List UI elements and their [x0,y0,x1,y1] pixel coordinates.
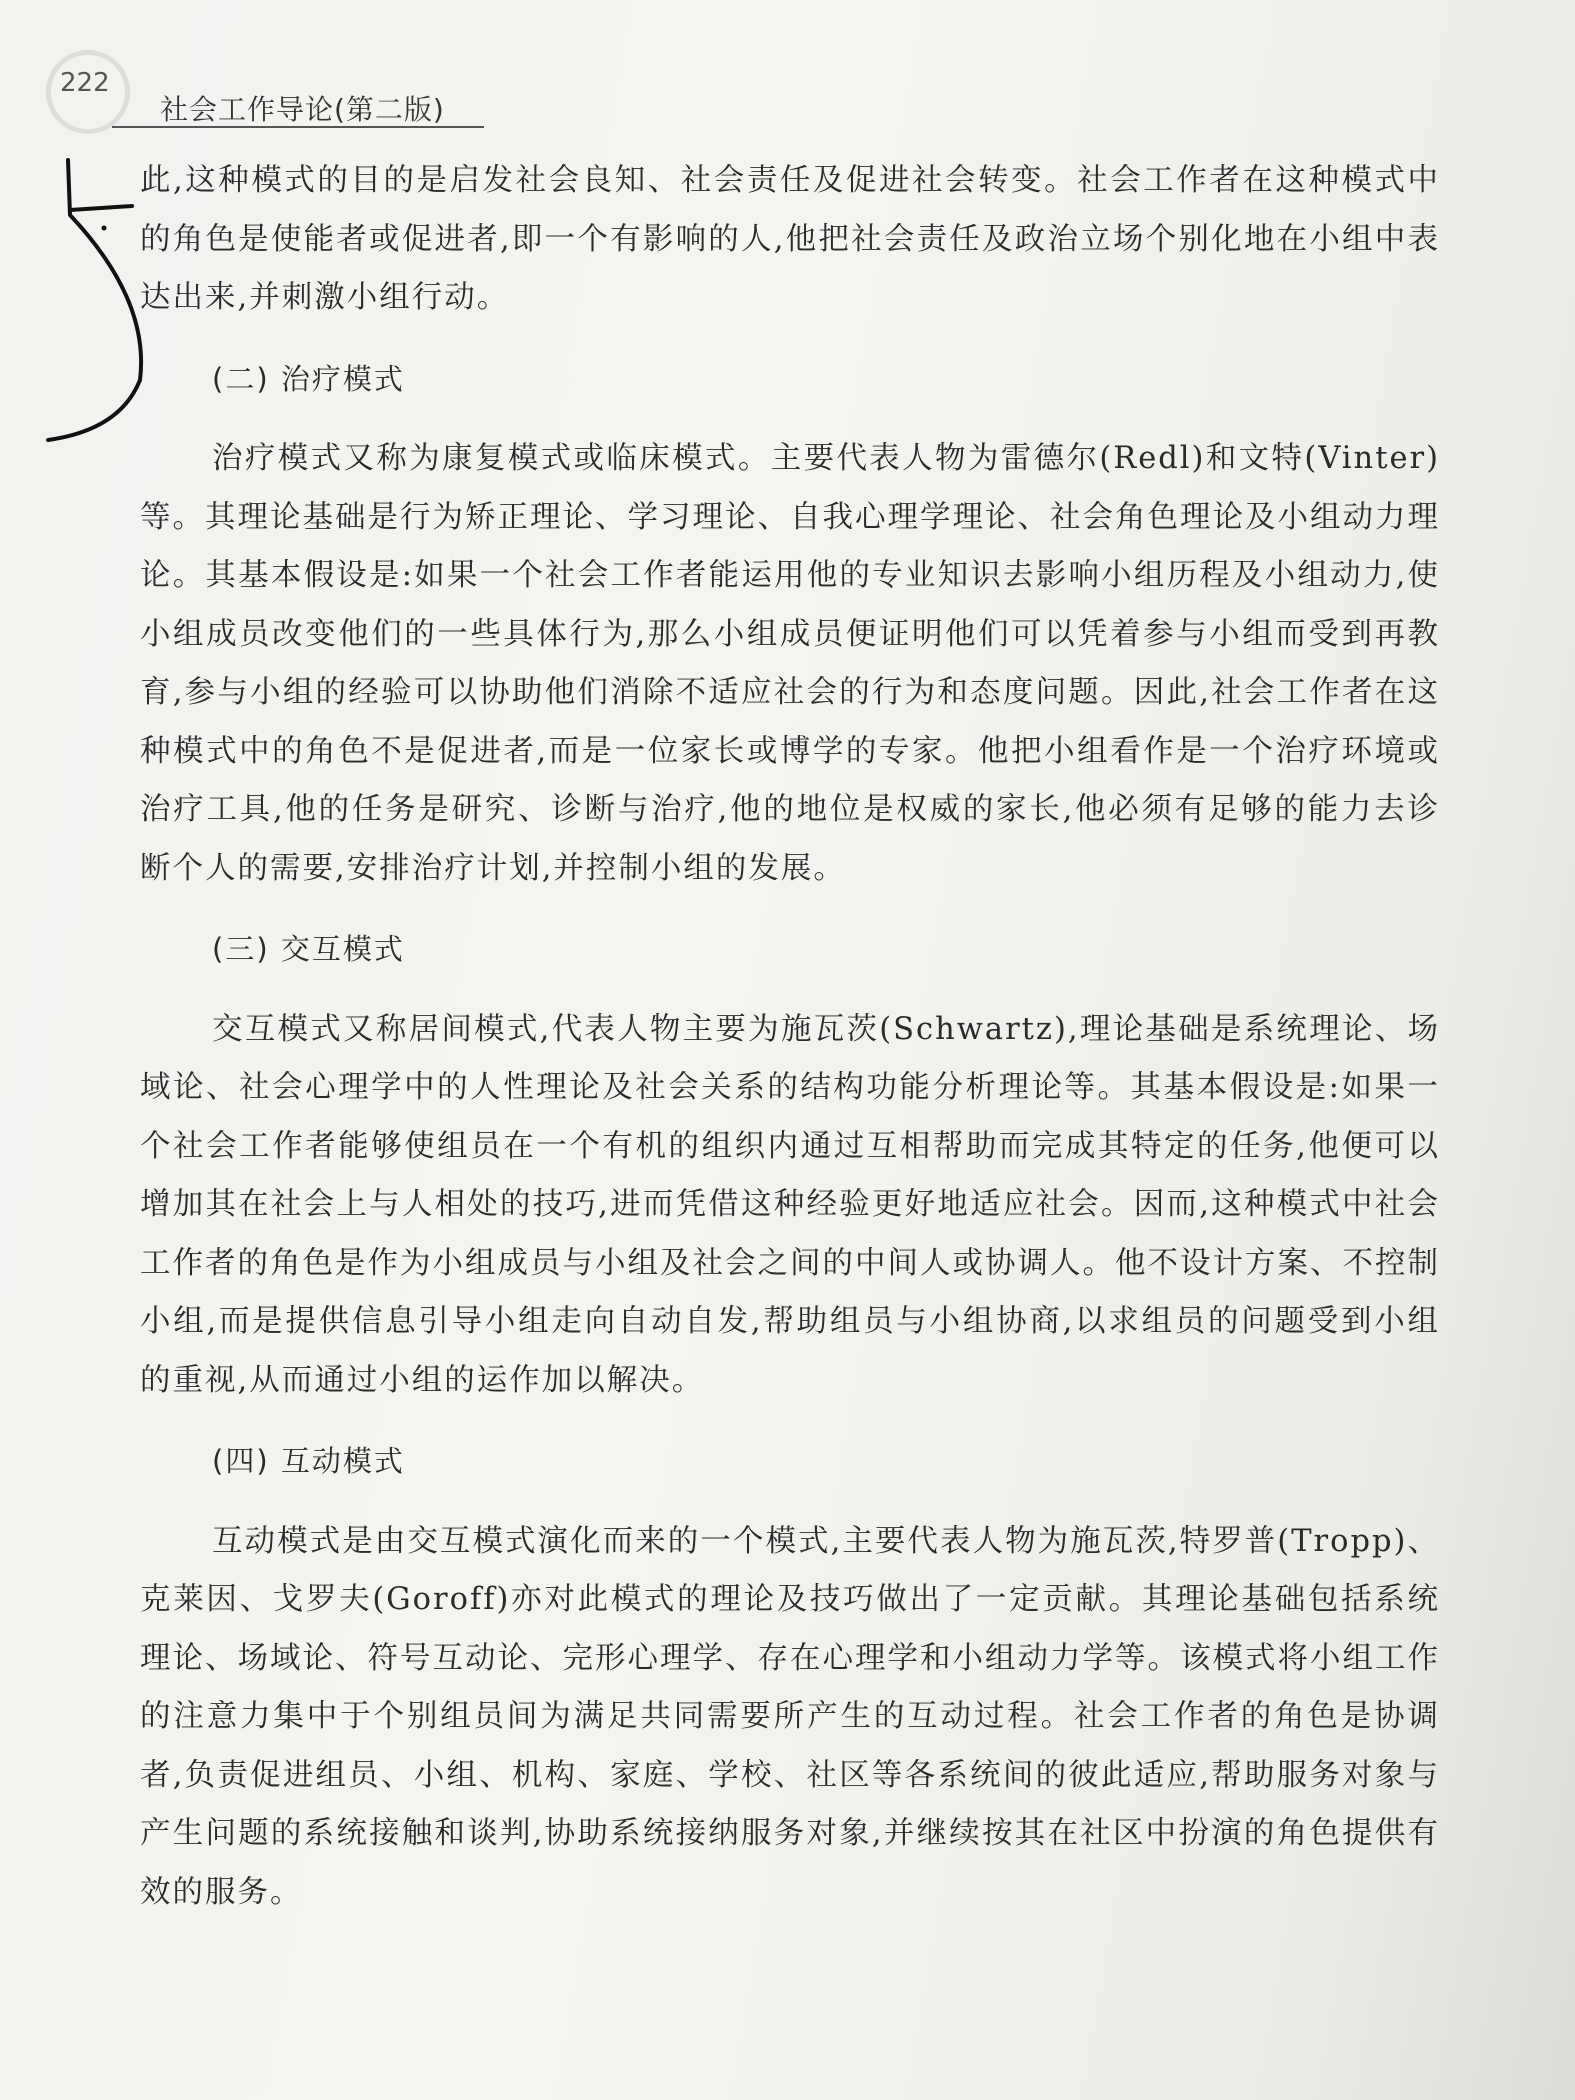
section-heading-interactive-model: (四) 互动模式 [212,1444,405,1478]
paragraph-interactive-model: 互动模式是由交互模式演化而来的一个模式,主要代表人物为施瓦茨,特罗普(Tropp)、克莱因、戈罗夫(Goroff)亦对此模式的理论及技巧做出了一定贡献。其理论基础包括系统理论、场域论、符号互动论、完形心理学、存在心理学和小组动力学等。该模式将小组工作的注意力集中于个别组员间为满足共同需要所产生的互动过程。社会工作者的角色是协调者,负责促进组员、小组、机构、家庭、学校、社区等各系统间的彼此适应,帮助服务对象与产生问题的系统接触和谈判,协助系统接纳服务对象,并继续按其在社区中扮演的角色提供有效的服务。 [140,1523,1440,1910]
running-head-title: 社会工作导论(第二版) [160,93,445,126]
pen-stroke-bracket [48,160,141,440]
paragraph-reciprocal-model: 交互模式又称居间模式,代表人物主要为施瓦茨(Schwartz),理论基础是系统理论、场域论、社会心理学中的人性理论及社会关系的结构功能分析理论等。其基本假设是:如果一个社会工作者能够使组员在一个有机的组织内通过互相帮助而完成其特定的任务,他便可以增加其在社会上与人相处的技巧,进而凭借这种经验更好地适应社会。因而,这种模式中社会工作者的角色是作为小组成员与小组及社会之间的中间人或协调人。他不设计方案、不控制小组,而是提供信息引导小组走向自动自发,帮助组员与小组协商,以求组员的问题受到小组的重视,从而通过小组的运作加以解决。 [140,1011,1440,1398]
page-number: 222 [60,68,110,98]
pen-stroke-tick [70,206,132,210]
page-body [140,152,1440,1922]
section-heading-therapy-model: (二) 治疗模式 [212,361,405,396]
pen-dot [102,226,107,231]
paragraph-therapy-model: 治疗模式又称为康复模式或临床模式。主要代表人物为雷德尔(Redl)和文特(Vinter)等。其理论基础是行为矫正理论、学习理论、自我心理学理论、社会角色理论及小组动力理论。其基本假设是:如果一个社会工作者能运用他的专业知识去影响小组历程及小组动力,使小组成员改变他们的一些具体行为,那么小组成员便证明他们可以凭着参与小组而受到再教育,参与小组的经验可以协助他们消除不适应社会的行为和态度问题。因此,社会工作者在这种模式中的角色不是促进者,而是一位家长或博学的专家。他把小组看作是一个治疗环境或治疗工具,他的任务是研究、诊断与治疗,他的地位是权威的家长,他必须有足够的能力去诊断个人的需要,安排治疗计划,并控制小组的发展。 [140,441,1440,886]
section-heading-reciprocal-model: (三) 交互模式 [212,932,405,966]
header-rule [112,126,484,128]
paragraph-continued: 此,这种模式的目的是启发社会良知、社会责任及促进社会转变。社会工作者在这种模式中的角色是使能者或促进者,即一个有影响的人,他把社会责任及政治立场个别化地在小组中表达出来,并刺激小组行动。 [140,163,1440,315]
